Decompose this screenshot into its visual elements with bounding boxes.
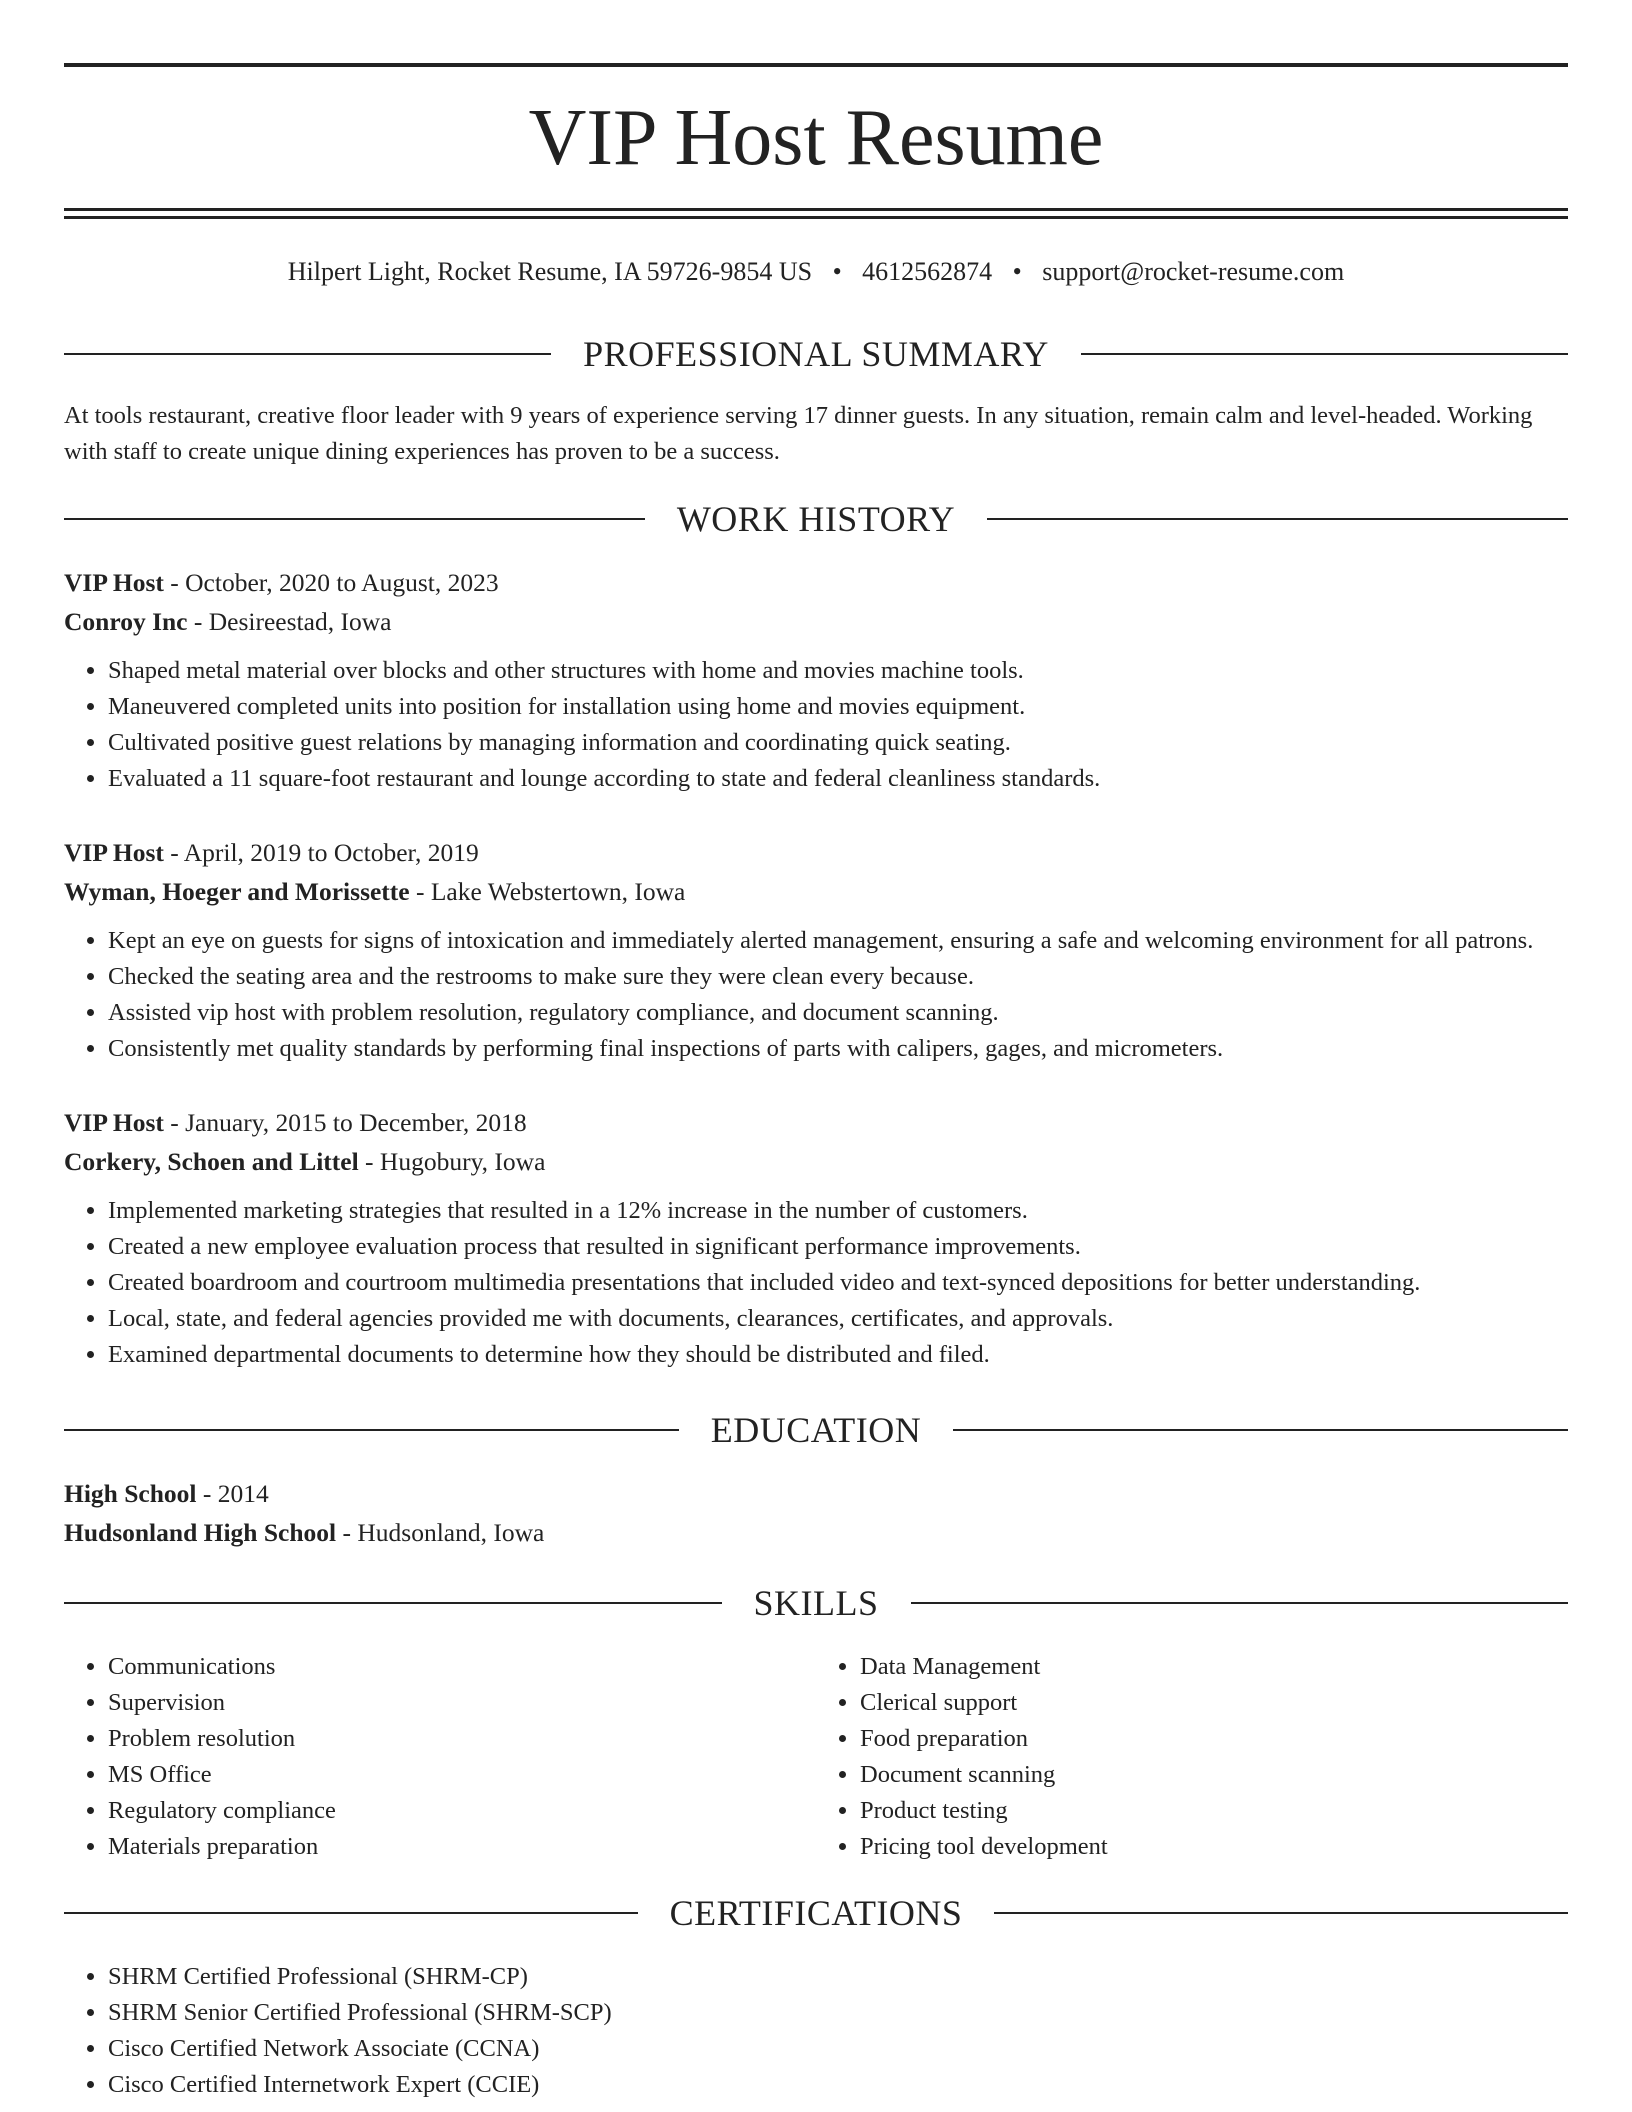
section-heading-certifications <box>64 1891 1568 1935</box>
contact-line <box>64 254 1568 290</box>
job-location: - Hugobury, Iowa <box>358 1147 546 1176</box>
list-item: • Local, state, and federal agencies provided me with documents, clearances, certificates, and approvals. <box>108 1301 1568 1337</box>
contact-separator: • <box>832 257 842 286</box>
list-item: • Pricing tool development <box>860 1829 1568 1865</box>
job-title-line <box>64 1103 1568 1142</box>
education-degree-line <box>64 1474 1568 1513</box>
heading-rule <box>64 353 551 355</box>
list-item: • Regulatory compliance <box>108 1793 816 1829</box>
heading-rule <box>64 518 645 520</box>
heading-rule <box>64 1429 679 1431</box>
skills-list <box>64 1649 1568 1865</box>
heading-rule <box>64 1912 638 1914</box>
job-company: Wyman, Hoeger and Morissette <box>64 877 410 906</box>
list-item: • Shaped metal material over blocks and other structures with home and movies machine tools. <box>108 653 1568 689</box>
list-item: • Cisco Certified Internetwork Expert (CCIE) <box>108 2067 1568 2103</box>
job-bullets <box>64 923 1568 1067</box>
job-dates: - April, 2019 to October, 2019 <box>163 838 479 867</box>
job-location: - Desireestad, Iowa <box>187 607 392 636</box>
contact-phone: 4612562874 <box>862 257 993 286</box>
list-item: • Clerical support <box>860 1685 1568 1721</box>
section-title: EDUCATION <box>710 1410 922 1450</box>
job-company: Corkery, Schoen and Littel <box>64 1147 359 1176</box>
heading-rule <box>987 518 1568 520</box>
section-heading-skills <box>64 1581 1568 1625</box>
job-entry <box>64 833 1568 1067</box>
education-entry <box>64 1474 1568 1552</box>
job-title: VIP Host <box>64 1108 164 1137</box>
job-bullets <box>64 1193 1568 1373</box>
list-item: • Created a new employee evaluation process that resulted in significant performance improvements. <box>108 1229 1568 1265</box>
list-item: • Consistently met quality standards by performing final inspections of parts with calipers, gages, and micrometers. <box>108 1031 1568 1067</box>
education-school-line <box>64 1513 1568 1552</box>
job-entry <box>64 563 1568 797</box>
section-title: WORK HISTORY <box>676 499 956 539</box>
list-item: • Product testing <box>860 1793 1568 1829</box>
list-item: • Cultivated positive guest relations by managing information and coordinating quick seating. <box>108 725 1568 761</box>
heading-rule <box>1081 353 1568 355</box>
job-dates: - October, 2020 to August, 2023 <box>163 568 499 597</box>
list-item: • MS Office <box>108 1757 816 1793</box>
list-item: • SHRM Senior Certified Professional (SHRM-SCP) <box>108 1995 1568 2031</box>
section-title: PROFESSIONAL SUMMARY <box>583 334 1049 374</box>
title-rule-lower <box>64 216 1568 219</box>
job-company-line <box>64 602 1568 641</box>
job-company-line <box>64 872 1568 911</box>
list-item: • Cisco Certified Network Associate (CCNA) <box>108 2031 1568 2067</box>
job-location: - Lake Webstertown, Iowa <box>409 877 686 906</box>
list-item: • Implemented marketing strategies that resulted in a 12% increase in the number of customers. <box>108 1193 1568 1229</box>
page-title: VIP Host Resume <box>528 94 1104 182</box>
education-degree: High School <box>64 1479 197 1508</box>
list-item: • Checked the seating area and the restrooms to make sure they were clean every because. <box>108 959 1568 995</box>
list-item: • Assisted vip host with problem resolution, regulatory compliance, and document scanning. <box>108 995 1568 1031</box>
list-item: • Materials preparation <box>108 1829 816 1865</box>
job-title: VIP Host <box>64 838 164 867</box>
job-title-line <box>64 563 1568 602</box>
heading-rule <box>911 1602 1569 1604</box>
list-item: • Communications <box>108 1649 816 1685</box>
list-item: • Kept an eye on guests for signs of intoxication and immediately alerted management, ensuring a safe and welcoming environment for all patrons. <box>108 923 1568 959</box>
heading-rule <box>953 1429 1568 1431</box>
summary-block <box>64 398 1568 470</box>
job-dates: - January, 2015 to December, 2018 <box>163 1108 527 1137</box>
job-title-line <box>64 833 1568 872</box>
list-item: • Supervision <box>108 1685 816 1721</box>
section-heading-work <box>64 497 1568 541</box>
job-company-line <box>64 1142 1568 1181</box>
top-rule <box>64 63 1568 67</box>
skills-column-left <box>64 1649 816 1865</box>
section-title: SKILLS <box>753 1583 879 1623</box>
job-entry <box>64 1103 1568 1373</box>
title-rule-upper <box>64 208 1568 211</box>
list-item: • Maneuvered completed units into position for installation using home and movies equipment. <box>108 689 1568 725</box>
section-heading-summary <box>64 332 1568 376</box>
job-title: VIP Host <box>64 568 164 597</box>
section-heading-education <box>64 1408 1568 1452</box>
list-item: • Document scanning <box>860 1757 1568 1793</box>
certifications-list <box>64 1959 1568 2103</box>
list-item: • SHRM Certified Professional (SHRM-CP) <box>108 1959 1568 1995</box>
list-item: • Evaluated a 11 square-foot restaurant and lounge according to state and federal cleanliness standards. <box>108 761 1568 797</box>
job-company: Conroy Inc <box>64 607 188 636</box>
education-school: Hudsonland High School <box>64 1518 337 1547</box>
job-bullets <box>64 653 1568 797</box>
list-item: • Created boardroom and courtroom multimedia presentations that included video and text-synced depositions for better understanding. <box>108 1265 1568 1301</box>
education-location: - Hudsonland, Iowa <box>336 1518 545 1547</box>
list-item: • Examined departmental documents to determine how they should be distributed and filed. <box>108 1337 1568 1373</box>
education-year: - 2014 <box>196 1479 269 1508</box>
list-item: • Food preparation <box>860 1721 1568 1757</box>
summary-text: At tools restaurant, creative floor leader with 9 years of experience serving 17 dinner guests. In any situation, remain calm and level-headed. Working with staff to create unique dining experiences has proven to be a success. <box>64 402 1533 465</box>
heading-rule <box>994 1912 1568 1914</box>
contact-email: support@rocket-resume.com <box>1042 257 1345 286</box>
list-item: • Data Management <box>860 1649 1568 1685</box>
heading-rule <box>64 1602 722 1604</box>
certifications-items <box>64 1959 1568 2103</box>
skills-column-right <box>816 1649 1568 1865</box>
list-item: • Problem resolution <box>108 1721 816 1757</box>
section-title: CERTIFICATIONS <box>669 1893 963 1933</box>
contact-separator: • <box>1012 257 1022 286</box>
contact-address: Hilpert Light, Rocket Resume, IA 59726-9854 US <box>287 257 813 286</box>
